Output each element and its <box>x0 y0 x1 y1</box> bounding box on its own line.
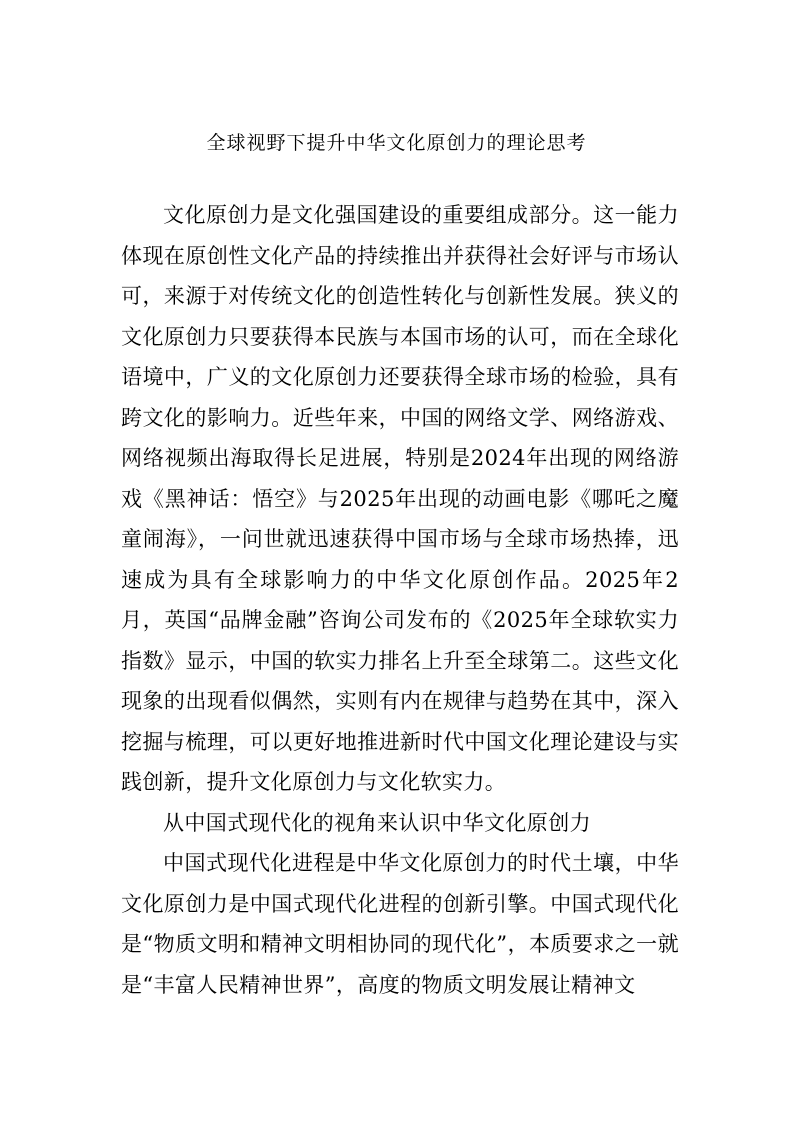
intro-paragraph: 文化原创力是文化强国建设的重要组成部分。这一能力体现在原创性文化产品的持续推出并获得社会好评与市场认可，来源于对传统文化的创造性转化与创新性发展。狭义的文化原创力只要获得本民族与本国市场的认可，而在全球化语境中，广义的文化原创力还要获得全球市场的检验，具有跨文化的影响力。近些年来，中国的网络文学、网络游戏、网络视频出海取得长足进展，特别是2024年出现的网络游戏《黑神话：悟空》与2025年出现的动画电影《哪吒之魔童闹海》，一问世就迅速获得中国市场与全球市场热捧，迅速成为具有全球影响力的中华文化原创作品。2025年2月，英国“品牌金融”咨询公司发布的《2025年全球软实力指数》显示，中国的软实力排名上升至全球第二。这些文化现象的出现看似偶然，实则有内在规律与趋势在其中，深入挖掘与梳理，可以更好地推进新时代中国文化理论建设与实践创新，提升文化原创力与文化软实力。 <box>121 203 679 794</box>
document-title: 全球视野下提升中华文化原创力的理论思考 <box>206 132 587 154</box>
section-heading: 从中国式现代化的视角来认识中华文化原创力 <box>163 810 591 835</box>
section-paragraph: 中国式现代化进程是中华文化原创力的时代土壤，中华文化原创力是中国式现代化进程的创新引擎。中国式现代化是“物质文明和精神文明相协同的现代化”，本质要求之一就是“丰富人民精神世界”，高度的物质文明发展让精神文 <box>121 851 679 997</box>
document-body <box>121 195 679 1005</box>
